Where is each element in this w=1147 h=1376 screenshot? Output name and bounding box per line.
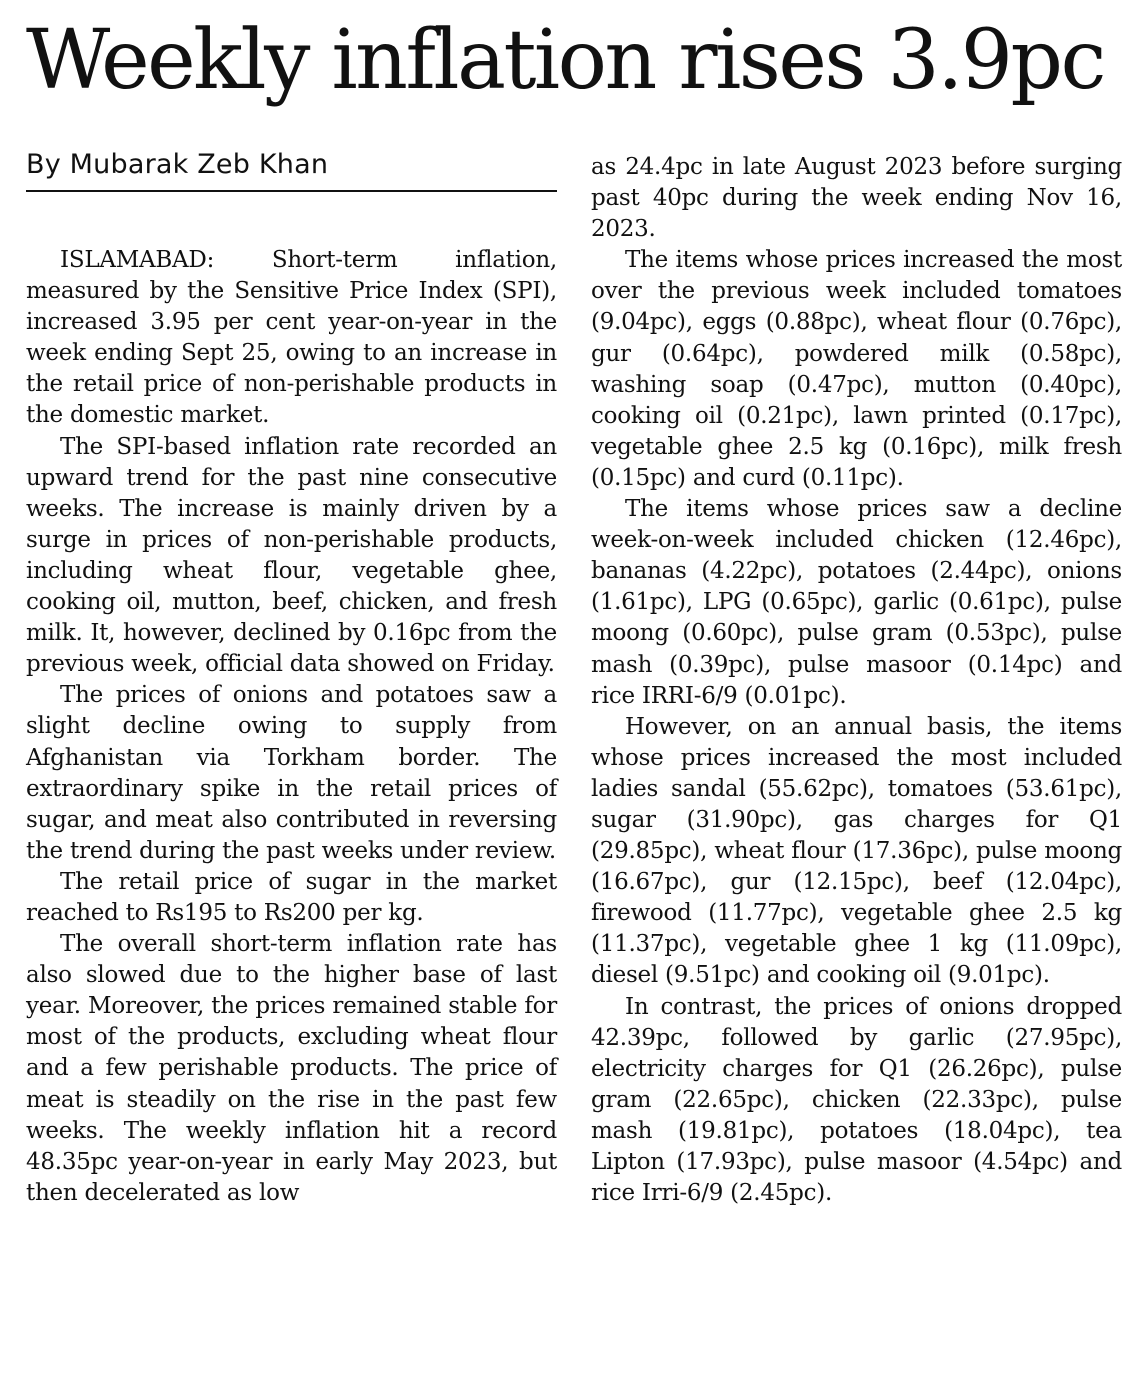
paragraph-dateline: ISLAMABAD: Short-term inflation, measured by the Sensitive Price Index (SPI), increased 3.95 per cent year-on-year in the week ending Sept 25, owing to an increase in the retail price of non-perishable products in the domestic market. (26, 247, 557, 429)
article-column-left (26, 245, 557, 1209)
paragraph-overall-rate: The overall short-term inflation rate has also slowed due to the higher base of last year. Moreover, the prices remained stable for most of the products, excluding wheat flour and a few perishable products. The price of meat is steadily on the rise in the past few weeks. The weekly inflation hit a record 48.35pc year-on-year in early May 2023, but then decelerated as low (26, 931, 557, 1206)
byline-divider (26, 190, 557, 192)
paragraph-spi-trend: The SPI-based inflation rate recorded an upward trend for the past nine consecutive weeks. The increase is mainly driven by a surge in prices of non-perishable products, including wheat flour, vegetable ghee, cooking oil, mutton, beef, chicken, and fresh milk. It, however, declined by 0.16pc from the previous week, official data showed on Friday. (26, 433, 557, 678)
paragraph-weekly-declines: The items whose prices saw a decline week-on-week included chicken (12.46pc), bananas (4.22pc), potatoes (2.44pc), onions (1.61pc), LPG (0.65pc), garlic (0.61pc), pulse moong (0.60pc), pulse gram (0.53pc), pulse mash (0.39pc), pulse masoor (0.14pc) and rice IRRI-6/9 (0.01pc). (591, 496, 1122, 709)
paragraph-weekly-increases: The items whose prices increased the most over the previous week included tomatoes (9.04pc), eggs (0.88pc), wheat flour (0.76pc), gur (0.64pc), powdered milk (0.58pc), washing soap (0.47pc), mutton (0.40pc), cooking oil (0.21pc), lawn printed (0.17pc), vegetable ghee 2.5 kg (0.16pc), milk fresh (0.15pc) and curd (0.11pc). (591, 247, 1122, 491)
paragraph-continuation: as 24.4pc in late August 2023 before surging past 40pc during the week ending Nov 16, 2023. (591, 154, 1122, 243)
paragraph-onions-potatoes: The prices of onions and potatoes saw a slight decline owing to supply from Afghanistan via Torkham border. The extraordinary spike in the retail prices of sugar, and meat also contributed in reversing the trend during the past weeks under review. (26, 682, 557, 864)
paragraph-sugar-price: The retail price of sugar in the market reached to Rs195 to Rs200 per kg. (26, 868, 557, 926)
paragraph-annual-increases: However, on an annual basis, the items whose prices increased the most included ladies sandal (55.62pc), tomatoes (53.61pc), sugar (31.90pc), gas charges for Q1 (29.85pc), wheat flour (17.36pc), pulse moong (16.67pc), gur (12.15pc), beef (12.04pc), firewood (11.77pc), vegetable ghee 2.5 kg (11.37pc), vegetable ghee 1 kg (11.09pc), diesel (9.51pc) and cooking oil (9.01pc). (591, 713, 1122, 989)
headline: Weekly inflation rises 3.9pc (26, 13, 1104, 108)
article-column-right (591, 152, 1122, 1209)
byline: By Mubarak Zeb Khan (26, 149, 329, 180)
paragraph-annual-declines: In contrast, the prices of onions dropped 42.39pc, followed by garlic (27.95pc), electricity charges for Q1 (26.26pc), pulse gram (22.65pc), chicken (22.33pc), pulse mash (19.81pc), potatoes (18.04pc), tea Lipton (17.93pc), pulse masoor (4.54pc) and rice Irri-6/9 (2.45pc). (591, 993, 1122, 1207)
